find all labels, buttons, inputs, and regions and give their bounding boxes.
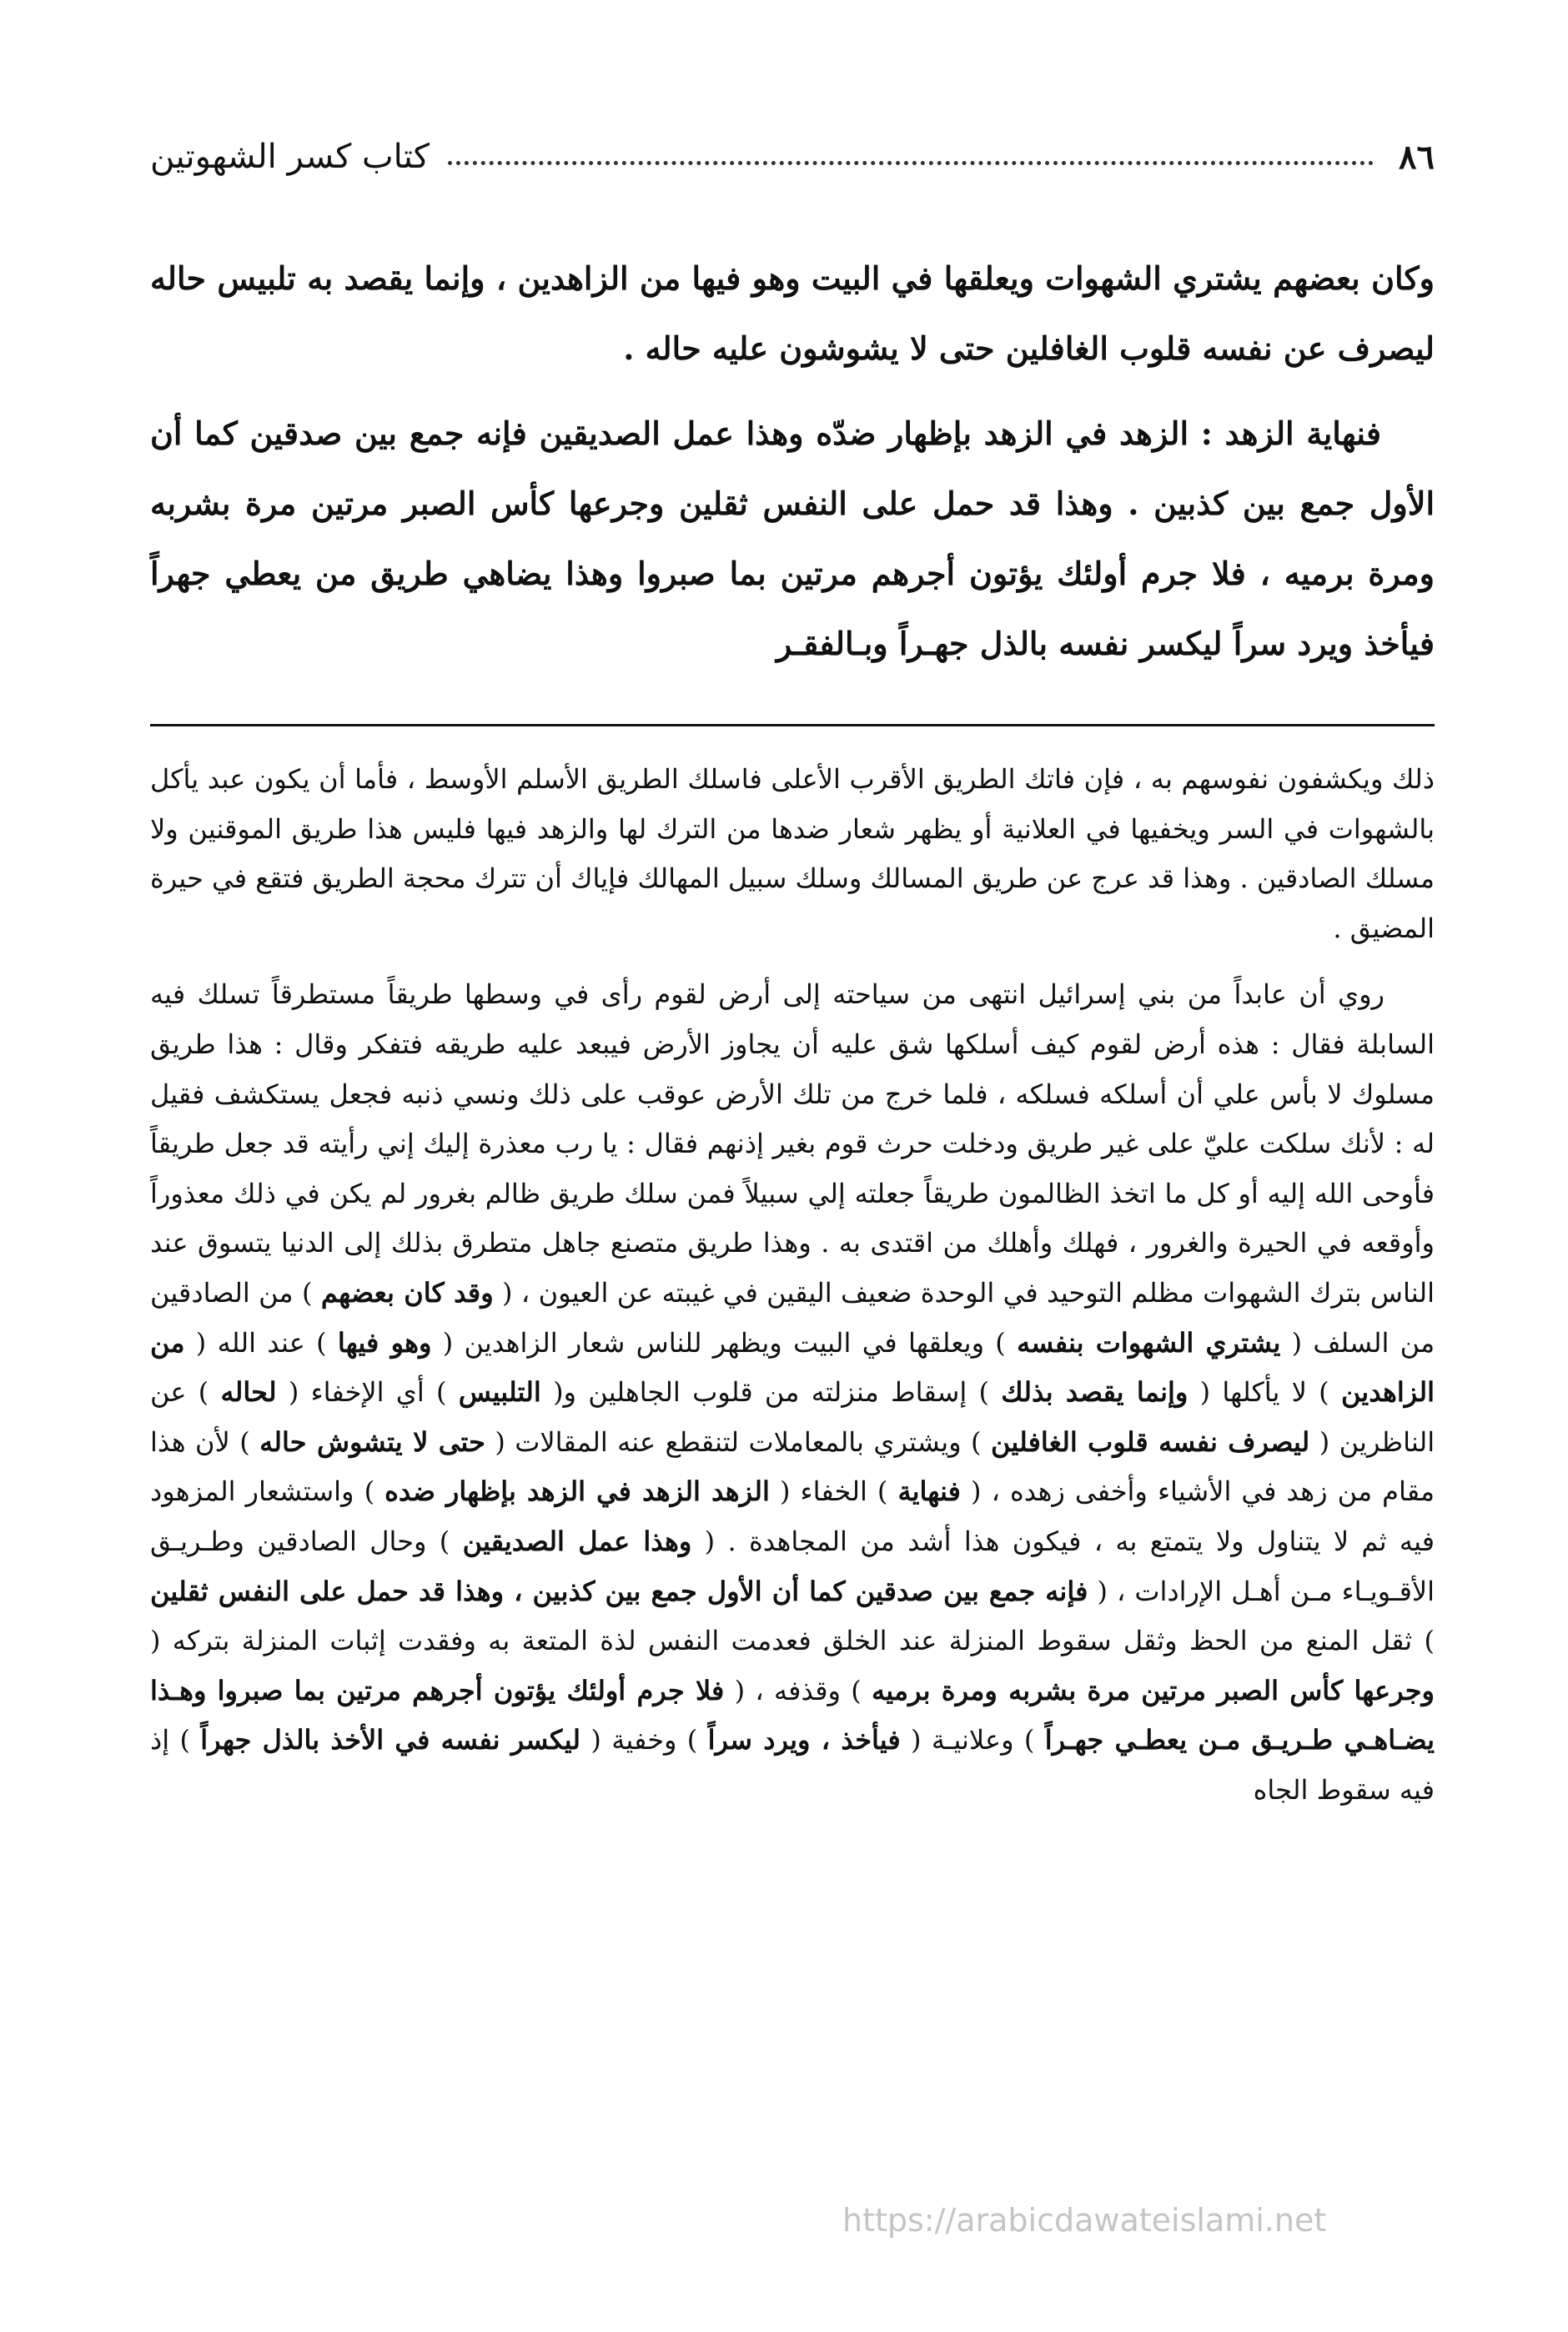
commentary-text-run: ) لا يأكلها (	[1199, 1376, 1329, 1409]
running-title: كتاب كسر الشهوتين	[150, 138, 430, 176]
commentary-text-run: ) لأن هذا مقام من زهد في الأشياء وأخفى زهده ، (	[150, 1425, 1435, 1508]
quoted-matn: وإنما يقصد بذلك	[1001, 1376, 1189, 1409]
quoted-matn: وهذا عمل الصديقين	[462, 1525, 692, 1557]
commentary-text-run: ) عن الناظرين (	[150, 1376, 1435, 1458]
quoted-matn: فنهاية	[897, 1475, 961, 1508]
quoted-matn: ليكسر نفسه في الأخذ بالذل جهراً	[200, 1724, 581, 1757]
quoted-matn: وقد كان بعضهم	[320, 1276, 494, 1309]
commentary-text-run: ) ويشتري بالمعاملات لتنقطع عنه المقالات (	[495, 1425, 982, 1458]
main-text	[150, 244, 1435, 694]
quoted-matn: يشتري الشهوات بنفسه	[1017, 1326, 1281, 1359]
main-paragraph-1: وكان بعضهم يشتري الشهوات ويعلقها في البيت وهو فيها من الزاهدين ، وإنما يقصد به تلبيس حاله ليصرف عن نفسه قلوب الغافلين حتى لا يشوشون عليه حاله .	[150, 259, 1435, 367]
quoted-matn: التلبيس	[458, 1376, 541, 1409]
commentary-text-run: ) ويعلقها في البيت ويظهر للناس شعار الزاهدين (	[442, 1326, 1006, 1359]
commentary-text-run: ) الخفاء (	[780, 1475, 888, 1508]
commentary-text-run: ) ثقل المنع من الحظ وثقل سقوط المنزلة عند الخلق فعدمت النفس لذة المتعة به وفقدت إثبات المنزلة بتركه (	[150, 1625, 1435, 1657]
commentary-text-run: ) إسقاط منزلته من قلوب الجاهلين و(	[553, 1376, 989, 1409]
commentary-text-run: ) من الصادقين من السلف (	[150, 1276, 1435, 1359]
commentary-text-run: روي أن عابداً من بني إسرائيل انتهى من سياحته إلى أرض لقوم رأى في وسطها طريقاً مستطرقاً تسلك فيه السابلة فقال : هذه أرض لقوم كيف أسلكها شق عليه أن يجاوز الأرض فيبعد عليه طريقه فتفكر وقال : هذا طريق مسلوك لا بأس علي أن أسلكه فسلكه ، فلما خرج من تلك الأرض عوقب على ذلك ونسي ذنبه فجعل يستكشف فقيل له : لأنك سلكت عليّ على غير طريق ودخلت حرث قوم بغير إذنهم فقال : يا رب معذرة إليك إني رأيته قد جعل طريقاً فأوحى الله إليه أو كل ما اتخذ الظالمون طريقاً جعلته إلي سبيلاً فمن سلك طريق ظالم بغرور لم يكن في ذلك معذوراً وأوقعه في الحيرة والغرور ، فهلك وأهلك من اقتدى به . وهذا طريق متصنع جاهل متطرق بذلك إلى الدنيا يتسوق عند الناس بترك الشهوات مظلم التوحيد في الوحدة ضعيف اليقين في غيبته عن العيون ، (	[150, 978, 1435, 1309]
watermark-url: https://arabicdawateislami.net	[842, 2202, 1327, 2239]
commentary-text-run: ) وحال الصادقين وطـريـق الأقـويـاء مـن أهـل الإرادات ، (	[150, 1525, 1435, 1607]
commentary-text-run: ) أي الإخفاء (	[288, 1376, 447, 1409]
quoted-matn: حتى لا يتشوش حاله	[259, 1425, 485, 1458]
commentary-text-run: ) وعلانيـة (	[911, 1724, 1035, 1757]
quoted-matn: فلا جرم أولئك يؤتون أجرهم مرتين بما صبروا وهـذا يضـاهـي طـريـق مـن يعطـي جهـراً	[150, 1674, 1435, 1757]
commentary-text-run: ) وقذفه ، (	[734, 1674, 862, 1706]
header-dotted-leader	[448, 161, 1374, 165]
main-paragraph-2: فنهاية الزهد : الزهد في الزهد بإظهار ضدّه وهذا عمل الصديقين فإنه جمع بين صدقين كما أن الأول جمع بين كذبين . وهذا قد حمل على النفس ثقلين وجرعها كأس الصبر مرتين مرة بشربه ومرة برميه ، فلا جرم أولئك يؤتون أجرهم مرتين بما صبروا وهذا يضاهي طريق من يعطي جهراً فيأخذ ويرد سراً ليكسر نفسه بالذل جهـراً وبـالفقـر	[150, 415, 1435, 662]
page-header	[150, 132, 1435, 182]
commentary-text-run: ) إذ فيه سقوط الجاه	[150, 1724, 1435, 1806]
quoted-matn: فيأخذ ، ويرد سراً	[707, 1724, 901, 1757]
quoted-matn: الزهد الزهد في الزهد بإظهار ضده	[384, 1475, 770, 1508]
quoted-matn: فإنه جمع بين صدقين كما أن الأول جمع بين كذبين ، وهذا قد حمل على النفس ثقلين	[150, 1575, 1088, 1607]
commentary-text-run: ) واستشعار المزهود فيه ثم لا يتناول ولا يتمتع به ، فيكون هذا أشد من المجاهدة . (	[150, 1475, 1435, 1557]
footnote-separator	[150, 724, 1435, 726]
quoted-matn: ليصرف نفسه قلوب الغافلين	[991, 1425, 1310, 1458]
commentary-text-run: ) وخفية (	[591, 1724, 698, 1757]
quoted-matn: لحاله	[220, 1376, 277, 1409]
page-number: ٨٦	[1399, 137, 1435, 177]
quoted-matn: وهو فيها	[337, 1326, 432, 1359]
commentary-text-run: ) عند الله (	[195, 1326, 327, 1359]
commentary-paragraph-1: ذلك ويكشفون نفوسهم به ، فإن فاتك الطريق الأقرب الأعلى فاسلك الطريق الأسلم الأوسط ، فأما أن يكون عبد يأكل بالشهوات في السر ويخفيها في العلانية أو يظهر شعار ضدها من الترك لها والزهد فيها فليس هذا طريق الموقنين ولا مسلك الصادقين . وهذا قد عرج عن طريق المسالك وسلك سبيل المهالك فإياك أن تترك محجة الطريق فتقع في حيرة المضيق .	[150, 763, 1435, 944]
commentary-paragraph-2	[150, 970, 1435, 1815]
quoted-matn: من الزاهدين	[150, 1326, 1435, 1409]
quoted-matn: وجرعها كأس الصبر مرتين مرة بشربه ومرة برميه	[872, 1674, 1435, 1706]
commentary-text	[150, 755, 1435, 1832]
